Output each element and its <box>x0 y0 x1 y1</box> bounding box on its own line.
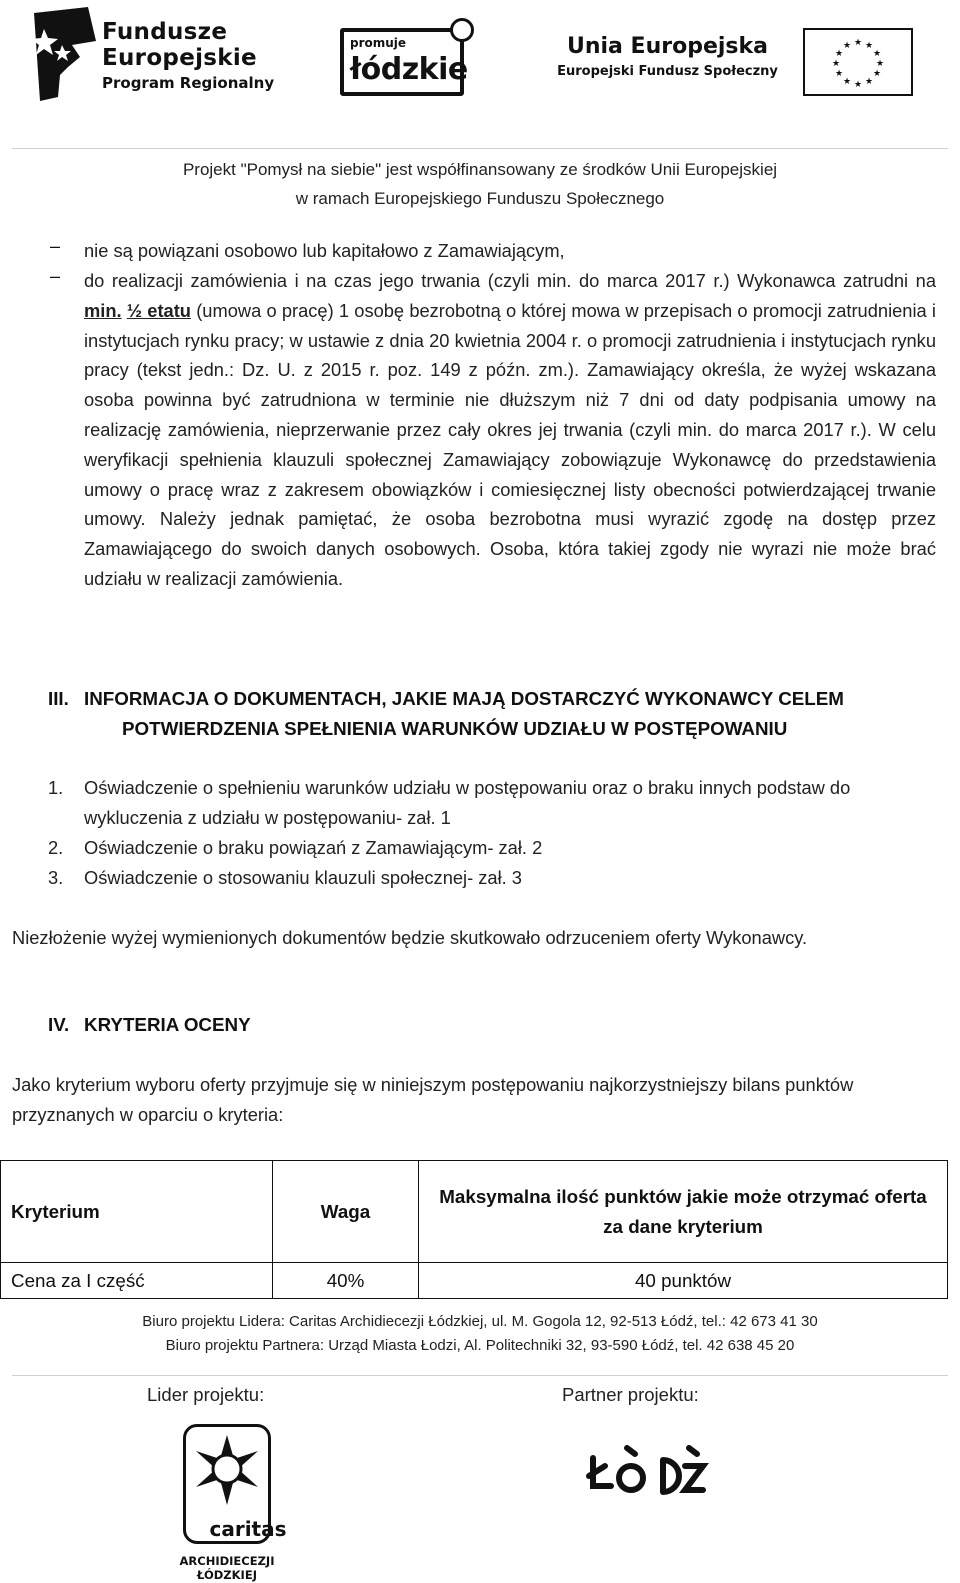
caritas-emblem <box>183 1424 287 1544</box>
caritas-subtitle <box>165 1554 289 1582</box>
header-logos <box>0 0 960 115</box>
header-max-points: Maksymalna ilość punktów jakie może otrzymać oferta za dane kryterium <box>419 1161 948 1263</box>
caritas-logo <box>165 1420 295 1583</box>
leader-label: Lider projektu: <box>147 1384 265 1405</box>
footer-lider-address: Biuro projektu Lidera: Caritas Archidiecezji Łódzkiej, ul. M. Gogola 12, 92-513 Łódź, tel.: 42 673 41 30 <box>142 1313 818 1330</box>
fe-line-1: Fundusze <box>102 19 228 45</box>
lodz-kreuje-logo <box>585 1440 710 1510</box>
svg-text:★: ★ <box>834 69 844 79</box>
criteria-table <box>0 1160 948 1299</box>
promuje-lodzkie-logo <box>340 18 480 98</box>
section-3-title-line-2: POTWIERDZENIA SPEŁNIENIA WARUNKÓW UDZIAŁU W POSTĘPOWANIU <box>122 718 788 739</box>
lodz-small-text: promuje <box>350 36 407 50</box>
svg-text:★: ★ <box>875 59 885 69</box>
header-waga: Waga <box>273 1161 419 1263</box>
dash-bullet-2: – <box>50 266 61 286</box>
section-3-title-line-1: INFORMACJA O DOKUMENTACH, JAKIE MAJĄ DOSTARCZYĆ WYKONAWCY CELEM <box>84 688 844 709</box>
documents-note: Niezłożenie wyżej wymienionych dokumentów będzie skutkowało odrzuceniem oferty Wykonawcy. <box>12 927 808 948</box>
svg-text:★: ★ <box>872 49 882 59</box>
svg-text:★: ★ <box>853 38 863 48</box>
criteria-intro: Jako kryterium wyboru oferty przyjmuje się w niniejszym postępowaniu najkorzystniejszy bilans punktów przyznanych w oparciu o kryteria: <box>12 1074 854 1125</box>
section-4-title: KRYTERIA OCENY <box>84 1014 251 1035</box>
svg-text:★: ★ <box>864 41 874 51</box>
header-kryterium: Kryterium <box>1 1161 273 1263</box>
cell-points: 40 punktów <box>419 1263 948 1299</box>
doc-item-2-text: Oświadczenie o braku powiązań z Zamawiającym- zał. 2 <box>84 837 543 858</box>
svg-text:★: ★ <box>842 77 852 87</box>
lodz-big-text: łódzkie <box>350 52 468 87</box>
section-4-number: IV. <box>48 1014 70 1035</box>
svg-text:★: ★ <box>831 59 841 69</box>
doc-item-1-num: 1. <box>48 777 64 798</box>
cofinancing-line-1: Projekt "Pomysł na siebie" jest współfinansowany ze środków Unii Europejskiej <box>182 160 778 179</box>
bullet-2-underline-min: min. <box>84 299 122 321</box>
svg-text:★: ★ <box>864 77 874 87</box>
ue-line-1: Unia Europejska <box>566 34 768 59</box>
lodz-circle-icon <box>450 18 474 42</box>
caritas-sub-line-2: ŁÓDZKIEJ <box>197 1568 257 1582</box>
svg-text:★: ★ <box>834 49 844 59</box>
doc-item-3-text: Oświadczenie o stosowaniu klauzuli społecznej- zał. 3 <box>84 867 522 888</box>
eu-flag-icon <box>803 28 913 96</box>
dash-bullet-1: – <box>50 236 61 256</box>
doc-item-2-num: 2. <box>48 837 64 858</box>
fundusze-europejskie-logo <box>30 5 275 105</box>
doc-item-3-num: 3. <box>48 867 64 888</box>
svg-text:★: ★ <box>853 80 863 90</box>
bullet-2-tail: Zamawiający określa, że wyżej wskazana osoba powinna być zatrudniona w terminie nie dłuższym niż 7 dni od daty podpisania umowy na realizację zamówienia, nieprzerwanie przez cały okres jej trwania (czyli min. do marca 2017 r.). W celu weryfikacji spełnienia klauzuli społecznej Zamawiający zobowiązuje Wykonawcę do przedstawienia umowy o pracę wraz z zakresem obowiązków i comiesięcznej listy obecności potwierdzającej trwanie umowy. Należy jednak pamiętać, że osoba bezrobotna musi wyrazić zgodę na dostęp przez Zamawiającego do swoich danych osobowych. Osoba, która takiej zgody nie wyrazi nie może brać udziału w realizacji zamówienia. <box>84 359 936 589</box>
unia-europejska-logo <box>545 28 915 98</box>
bullet-1-text: nie są powiązani osobowo lub kapitałowo z Zamawiającym, <box>84 240 565 261</box>
bullet-2-rest: (umowa o pracę) 1 osobę bezrobotną o której mowa w przepisach o promocji zatrudnienia i instytucjach rynku pracy; w ustawie z dnia 20 kwietnia 2004 r. o promocji zatrudnienia i instytucjach rynku pracy (tekst jedn.: Dz. U. z 2015 r. poz. 149 z późn. zm.). <box>84 299 936 381</box>
table-row <box>1 1263 948 1299</box>
section-3-title <box>84 684 944 744</box>
svg-text:★: ★ <box>872 69 882 79</box>
partner-label: Partner projektu: <box>562 1384 699 1405</box>
caritas-name: caritas <box>209 1517 287 1541</box>
fe-star-icon <box>30 5 100 105</box>
cell-waga: 40% <box>273 1263 419 1299</box>
criteria-table-header <box>1 1161 948 1263</box>
caritas-sub-line-1: ARCHIDIECEZJI <box>179 1554 275 1568</box>
svg-text:★: ★ <box>842 41 852 51</box>
cofinancing-line-2: w ramach Europejskiego Funduszu Społecznego <box>295 189 665 208</box>
cell-kryterium: Cena za I część <box>1 1263 273 1299</box>
project-cofinancing-note <box>0 155 960 213</box>
section-3-number: III. <box>48 688 69 709</box>
footer-divider <box>12 1375 948 1376</box>
footer-partner-address: Biuro projektu Partnera: Urząd Miasta Łodzi, Al. Politechniki 32, 93-590 Łódź, tel. 42 638 45 20 <box>165 1337 795 1354</box>
doc-item-1-text: Oświadczenie o spełnieniu warunków udziału w postępowaniu oraz o braku innych podstaw do wykluczenia z udziału w postępowaniu- zał. 1 <box>84 777 851 828</box>
fe-line-2: Europejskie <box>102 45 257 71</box>
bullet-2-text <box>84 266 936 594</box>
caritas-cross-icon <box>186 1429 268 1515</box>
bullet-2-pre: do realizacji zamówienia i na czas jego trwania (czyli min. do marca 2017 r.) Wykonawca zatrudni na <box>84 270 936 291</box>
header-divider <box>12 148 948 149</box>
ue-line-2: Europejski Fundusz Społeczny <box>557 64 778 79</box>
bullet-2-underline-etat: ½ etatu <box>126 299 191 321</box>
fe-line-3: Program Regionalny <box>102 74 275 92</box>
